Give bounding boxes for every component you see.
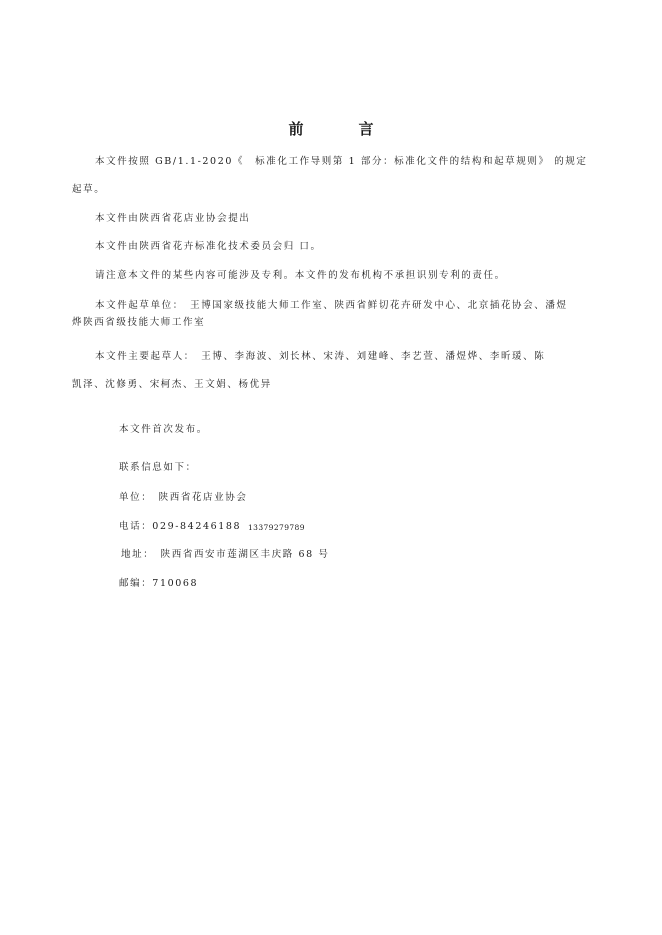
- page-title: 前 言: [288, 120, 394, 138]
- foreword-paragraph-1: 本文件按照 GB/1.1-2020《 标准化工作导则第 1 部分：标准化文件的结构和起草规则》 的规定: [95, 156, 588, 167]
- foreword-drafting-units: 本文件起草单位： 王博国家级技能大师工作室、陕西省鲜切花卉研发中心、北京插花协会、潘煜: [95, 300, 568, 311]
- contact-heading: 联系信息如下：: [119, 462, 197, 473]
- foreword-proposer: 本文件由陕西省花店业协会提出: [95, 213, 251, 224]
- foreword-drafting-units-cont: 烨陕西省级技能大师工作室: [72, 317, 206, 328]
- foreword-drafters: 本文件主要起草人： 王博、李海波、刘长林、宋涛、刘建峰、李艺萱、潘煜烨、李昕瑗、陈: [95, 351, 546, 362]
- foreword-committee: 本文件由陕西省花卉标准化技术委员会归 口。: [95, 241, 322, 252]
- foreword-drafters-cont: 凯泽、沈修勇、宋柯杰、王文娟、杨优异: [72, 379, 272, 390]
- foreword-patent-notice: 请注意本文件的某些内容可能涉及专利。本文件的发布机构不承担识别专利的责任。: [95, 270, 506, 281]
- contact-mobile: 13379279789: [248, 523, 305, 532]
- foreword-first-release: 本文件首次发布。: [119, 424, 208, 435]
- contact-postcode: 邮编：710068: [119, 578, 199, 589]
- foreword-paragraph-1-cont: 起草。: [72, 184, 106, 195]
- contact-unit: 单位： 陕西省花店业协会: [119, 492, 248, 503]
- contact-phone: 电话：029-84246188: [119, 521, 242, 532]
- contact-address: 地址： 陕西省西安市莲湖区丰庆路 68 号: [121, 549, 330, 560]
